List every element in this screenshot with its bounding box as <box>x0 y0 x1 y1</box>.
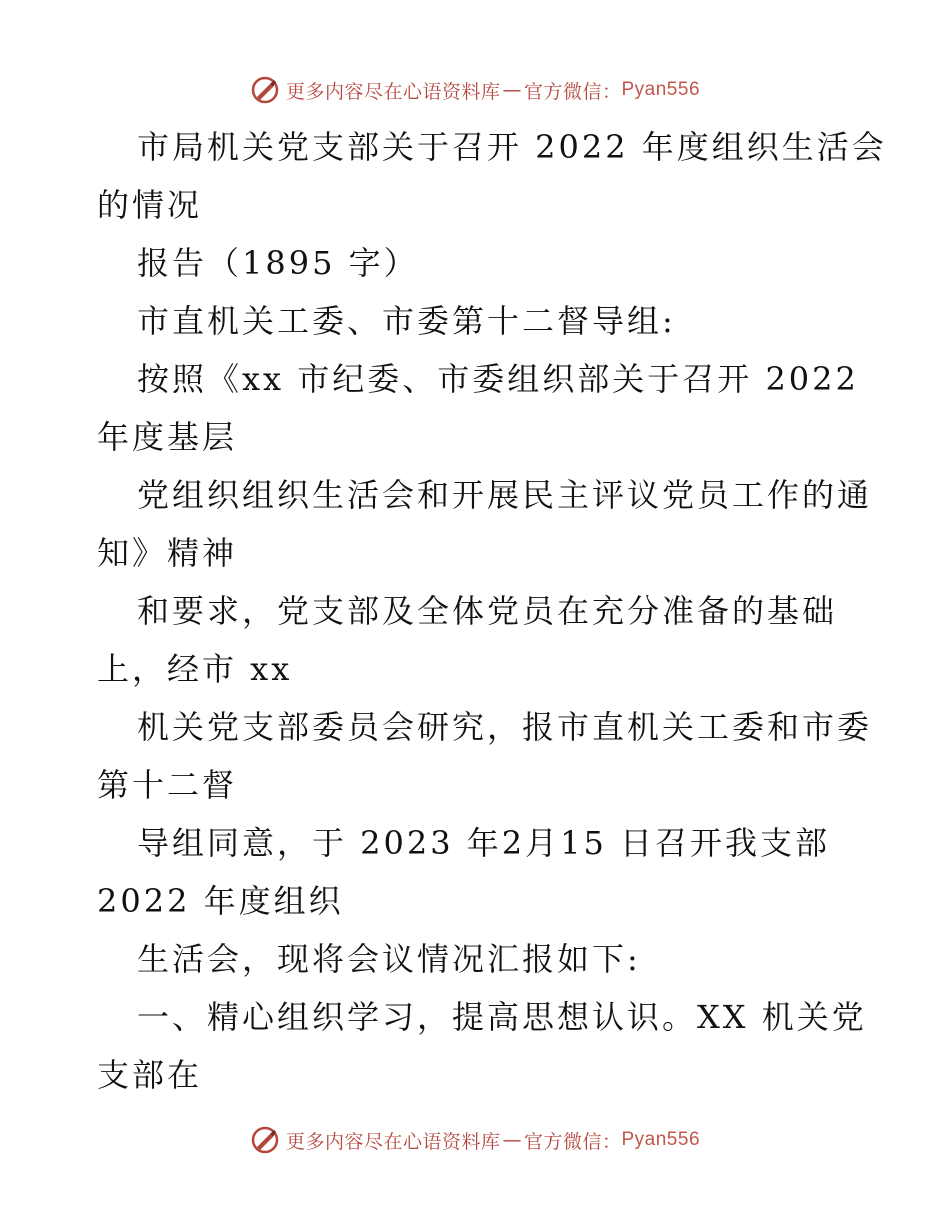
document-line: 导组同意，于 2023 年2月15 日召开我支部 <box>137 824 831 862</box>
watermark-label: 官方微信： <box>523 1130 622 1153</box>
document-line: 按照《xx 市纪委、市委组织部关于召开 2022 <box>137 360 859 398</box>
document-line: 知》精神 <box>97 534 238 572</box>
quill-seal-icon <box>250 75 280 105</box>
document-line: 2022 年度组织 <box>97 882 344 920</box>
document-line: 市局机关党支部关于召开 2022 年度组织生活会 <box>137 128 887 166</box>
document-line: 年度基层 <box>97 418 238 456</box>
watermark-text: 更多内容尽在心语资料库 <box>285 1130 501 1153</box>
document-line: 一、精心组织学习，提高思想认识。XX 机关党 <box>137 998 867 1036</box>
watermark-separator: — <box>502 79 522 101</box>
document-line: 机关党支部委员会研究，报市直机关工委和市委 <box>137 708 873 746</box>
document-line: 第十二督 <box>97 766 238 804</box>
quill-seal-icon <box>250 1125 280 1155</box>
watermark-text: 更多内容尽在心语资料库 <box>285 80 501 103</box>
watermark-label: 官方微信： <box>523 80 622 103</box>
document-line: 支部在 <box>97 1056 203 1094</box>
document-line: 市直机关工委、市委第十二督导组: <box>137 302 676 340</box>
document-line: 生活会，现将会议情况汇报如下: <box>137 940 641 978</box>
document-line: 和要求，党支部及全体党员在充分准备的基础 <box>137 592 838 630</box>
watermark-separator: — <box>502 1129 522 1151</box>
document-line: 报告（1895 字） <box>137 244 419 282</box>
watermark-wechat-id: Pyan556 <box>621 79 701 100</box>
document-line: 上，经市 xx <box>97 650 293 688</box>
document-line: 的情况 <box>97 186 203 224</box>
watermark-wechat-id: Pyan556 <box>621 1129 701 1150</box>
header-watermark <box>0 70 950 110</box>
footer-watermark <box>0 1120 950 1160</box>
document-body <box>97 118 887 1104</box>
document-line: 党组织组织生活会和开展民主评议党员工作的通 <box>137 476 873 514</box>
